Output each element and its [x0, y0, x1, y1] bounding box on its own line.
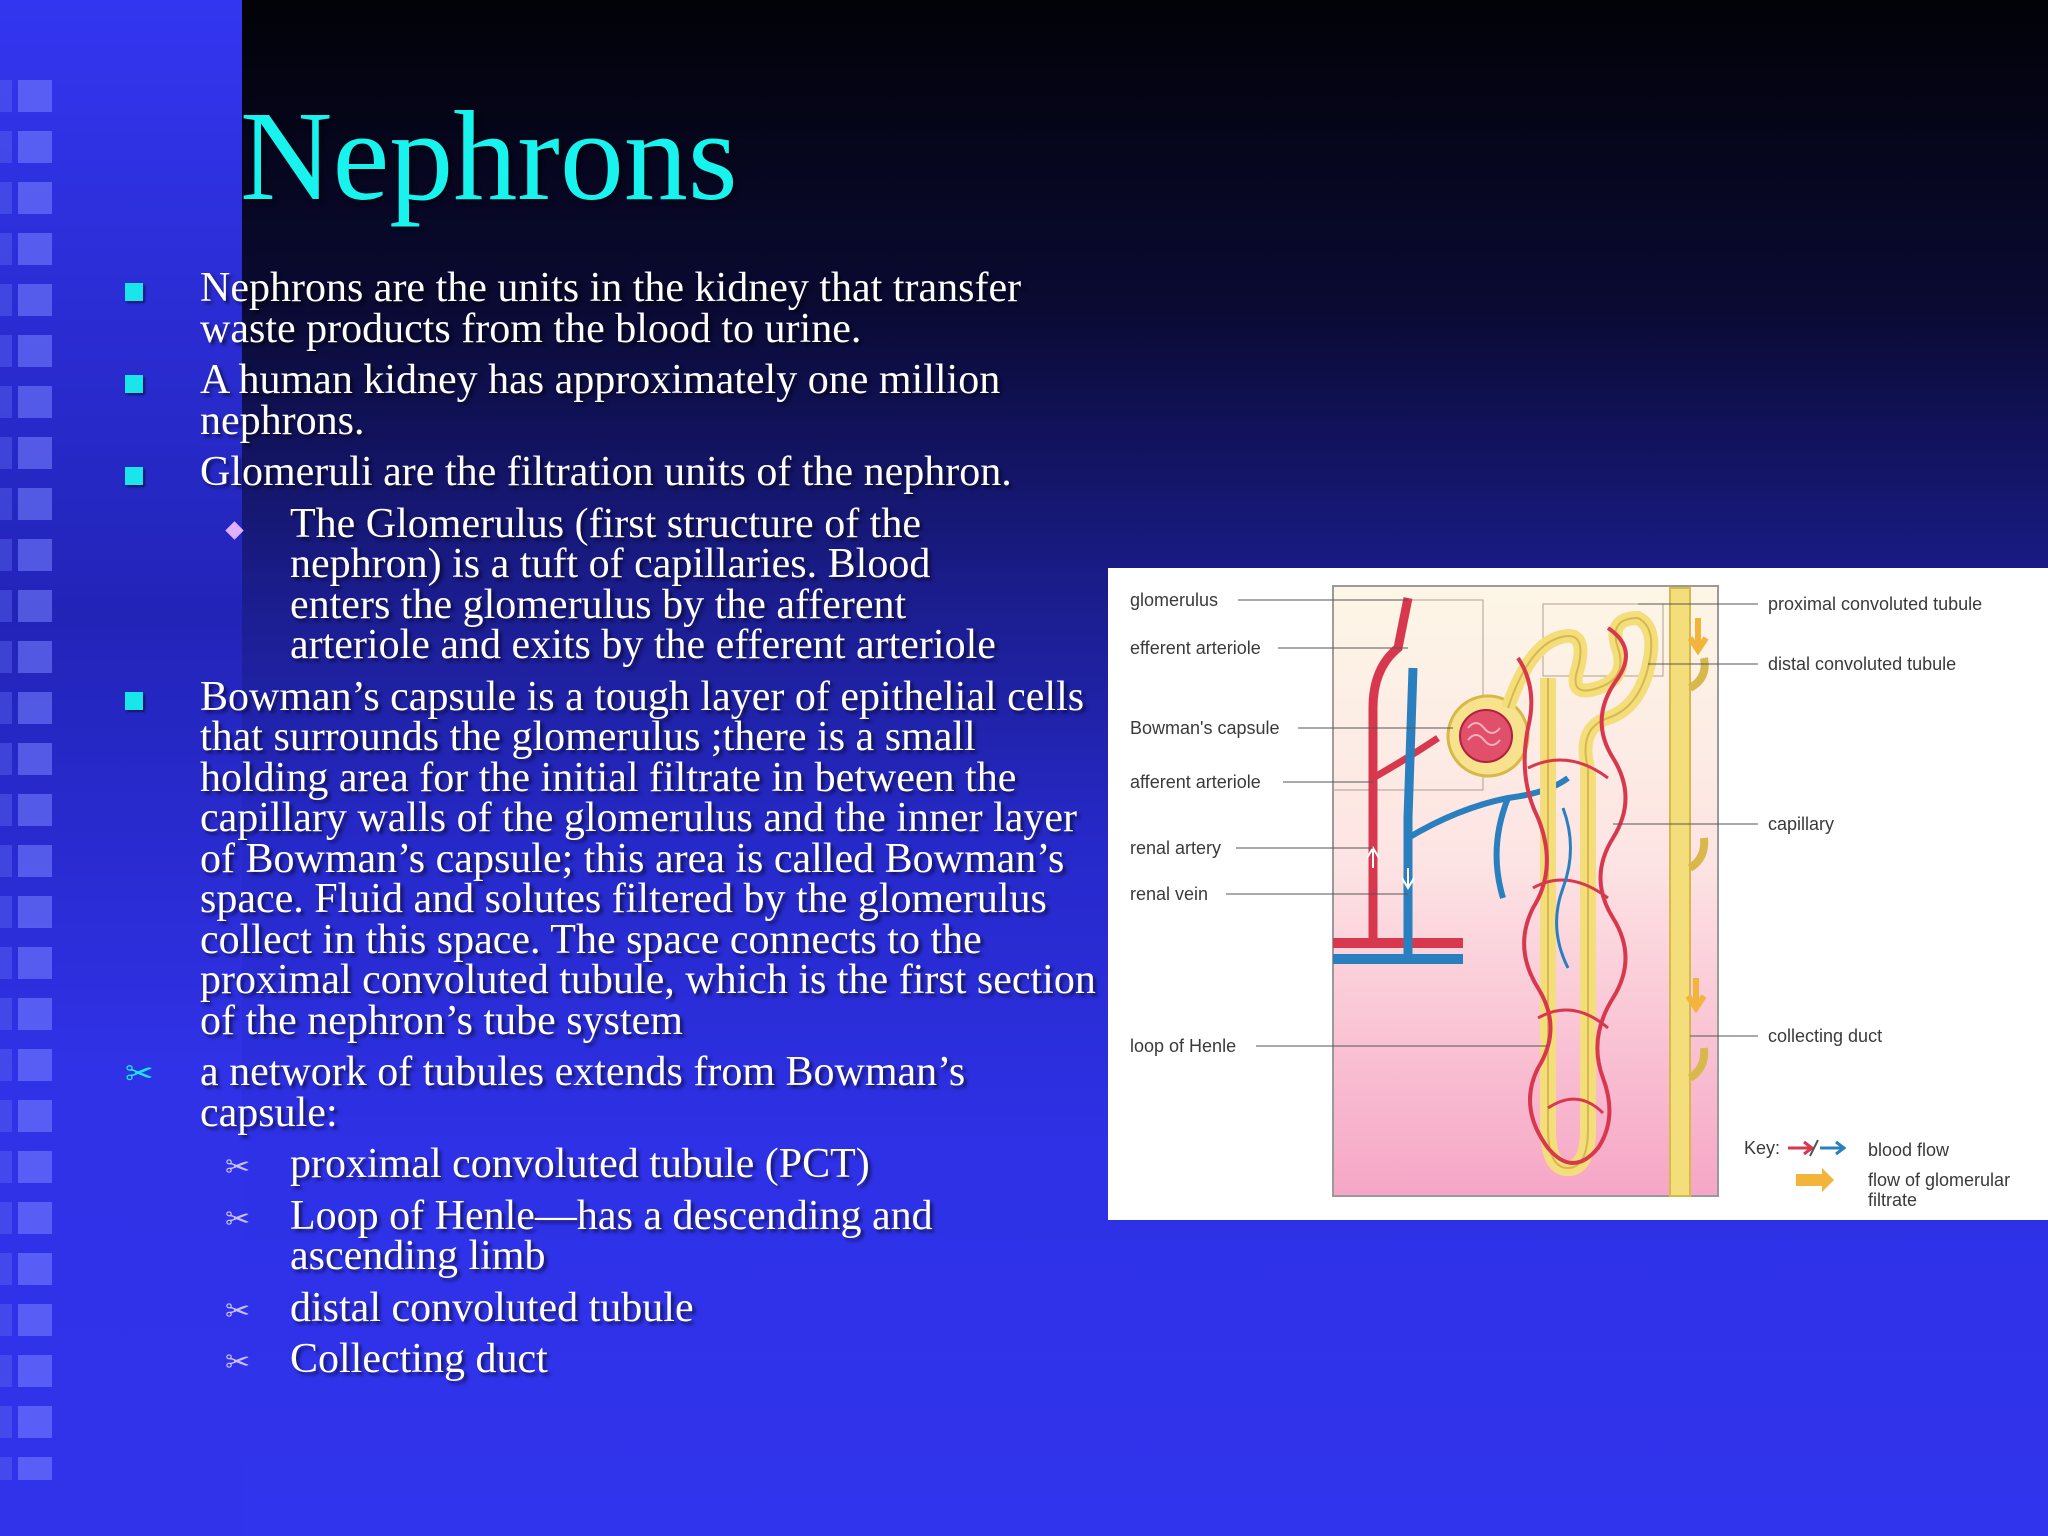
square-bullet-icon: [125, 452, 143, 493]
label-proximal-convoluted-tubule: proximal convoluted tubule: [1768, 594, 1983, 614]
bullet-text: Collecting duct: [290, 1336, 548, 1382]
scissors-bullet-icon: ✂: [125, 1054, 154, 1094]
scissors-bullet-icon: ✂: [225, 1201, 251, 1237]
bullet-text: Loop of Henle—has a descending and ascending limb: [290, 1192, 933, 1279]
sub-bullet-item: [125, 1284, 1105, 1331]
left-square-strip: [18, 80, 52, 1480]
square-bullet-icon: [125, 268, 143, 309]
square-bullet-icon: [125, 360, 143, 401]
key-filtrate-line2: filtrate: [1868, 1190, 1918, 1210]
sub-bullet-item: [125, 1141, 1105, 1187]
renal-vein-vessel: [1333, 954, 1463, 964]
bullet-text: A human kidney has approximately one million nephrons.: [200, 357, 1001, 444]
scissors-bullet-icon: ✂: [225, 1150, 251, 1185]
bullet-item: [125, 357, 1105, 444]
label-renal-vein: renal vein: [1130, 884, 1209, 904]
sub-bullet-item: [125, 1336, 1105, 1382]
bullet-item: [125, 673, 1105, 1044]
bullet-text: The Glomerulus (first structure of the nephron) is a tuft of capillaries. Blood enters the glomerulus by the afferent arteriole and exits by the efferent arteriole: [290, 500, 996, 668]
blood-flow-blue-arrow-icon: [1820, 1142, 1844, 1154]
bullet-text: proximal convoluted tubule (PCT): [290, 1141, 870, 1187]
label-renal-artery: renal artery: [1130, 838, 1222, 858]
diamond-bullet-icon: [225, 504, 241, 545]
sub-bullet-item: [125, 1192, 1105, 1279]
label-distal-convoluted-tubule: distal convoluted tubule: [1768, 654, 1957, 674]
filtrate-flow-arrow-icon: [1796, 1168, 1834, 1192]
label-afferent-arteriole: afferent arteriole: [1130, 772, 1261, 792]
bullet-text: Nephrons are the units in the kidney that transfer waste products from the blood to urine.: [200, 265, 1022, 352]
nephron-diagram: [1108, 568, 2048, 1220]
scissors-bullet-icon: ✂: [225, 1345, 251, 1380]
label-collecting-duct: collecting duct: [1768, 1026, 1883, 1046]
renal-artery-vessel: [1333, 938, 1463, 948]
bullet-item: [125, 449, 1105, 495]
label-bowmans-capsule: Bowman's capsule: [1130, 718, 1280, 738]
bullet-list: [125, 265, 1105, 1391]
bullet-text: Bowman’s capsule is a tough layer of epithelial cells that surrounds the glomerulus ;there is a small holding area for the initial filtrate in between the capillary walls of the glomerulus and the inner layer of Bowman’s capsule; this area is called Bowman’s space. Fluid and solutes filtered by the glomerulus collect in this space. The space connects to the proximal convoluted tubule, which is the first section of the nephron’s tube system: [200, 673, 1096, 1044]
bullet-text: Glomeruli are the filtration units of the nephron.: [200, 449, 1012, 495]
key-filtrate-line1: flow of glomerular: [1868, 1170, 2011, 1190]
key-title: Key:: [1744, 1138, 1781, 1158]
blood-flow-red-arrow-icon: [1788, 1142, 1812, 1154]
key-blood-flow: blood flow: [1868, 1140, 1950, 1160]
label-efferent-arteriole: efferent arteriole: [1130, 638, 1261, 658]
bullet-text: a network of tubules extends from Bowman’s capsule:: [200, 1049, 966, 1136]
nephron-diagram-svg: [1108, 568, 2048, 1220]
left-square-strip-edge: [0, 80, 12, 1480]
bullet-item: [125, 265, 1105, 352]
label-capillary: capillary: [1768, 814, 1835, 834]
bullet-item: [125, 1049, 1105, 1136]
square-bullet-icon: [125, 677, 143, 718]
bullet-text: distal convoluted tubule: [290, 1284, 694, 1331]
label-loop-of-henle: loop of Henle: [1130, 1036, 1237, 1056]
scissors-bullet-icon: ✂: [225, 1293, 251, 1329]
slide-title: Nephrons: [240, 85, 738, 227]
renal-vein-branch: [1408, 668, 1413, 958]
label-glomerulus: glomerulus: [1130, 590, 1219, 610]
sub-bullet-item: [125, 500, 1105, 668]
collecting-duct-shape: [1670, 588, 1690, 1196]
glomerulus-shape: [1460, 710, 1512, 762]
